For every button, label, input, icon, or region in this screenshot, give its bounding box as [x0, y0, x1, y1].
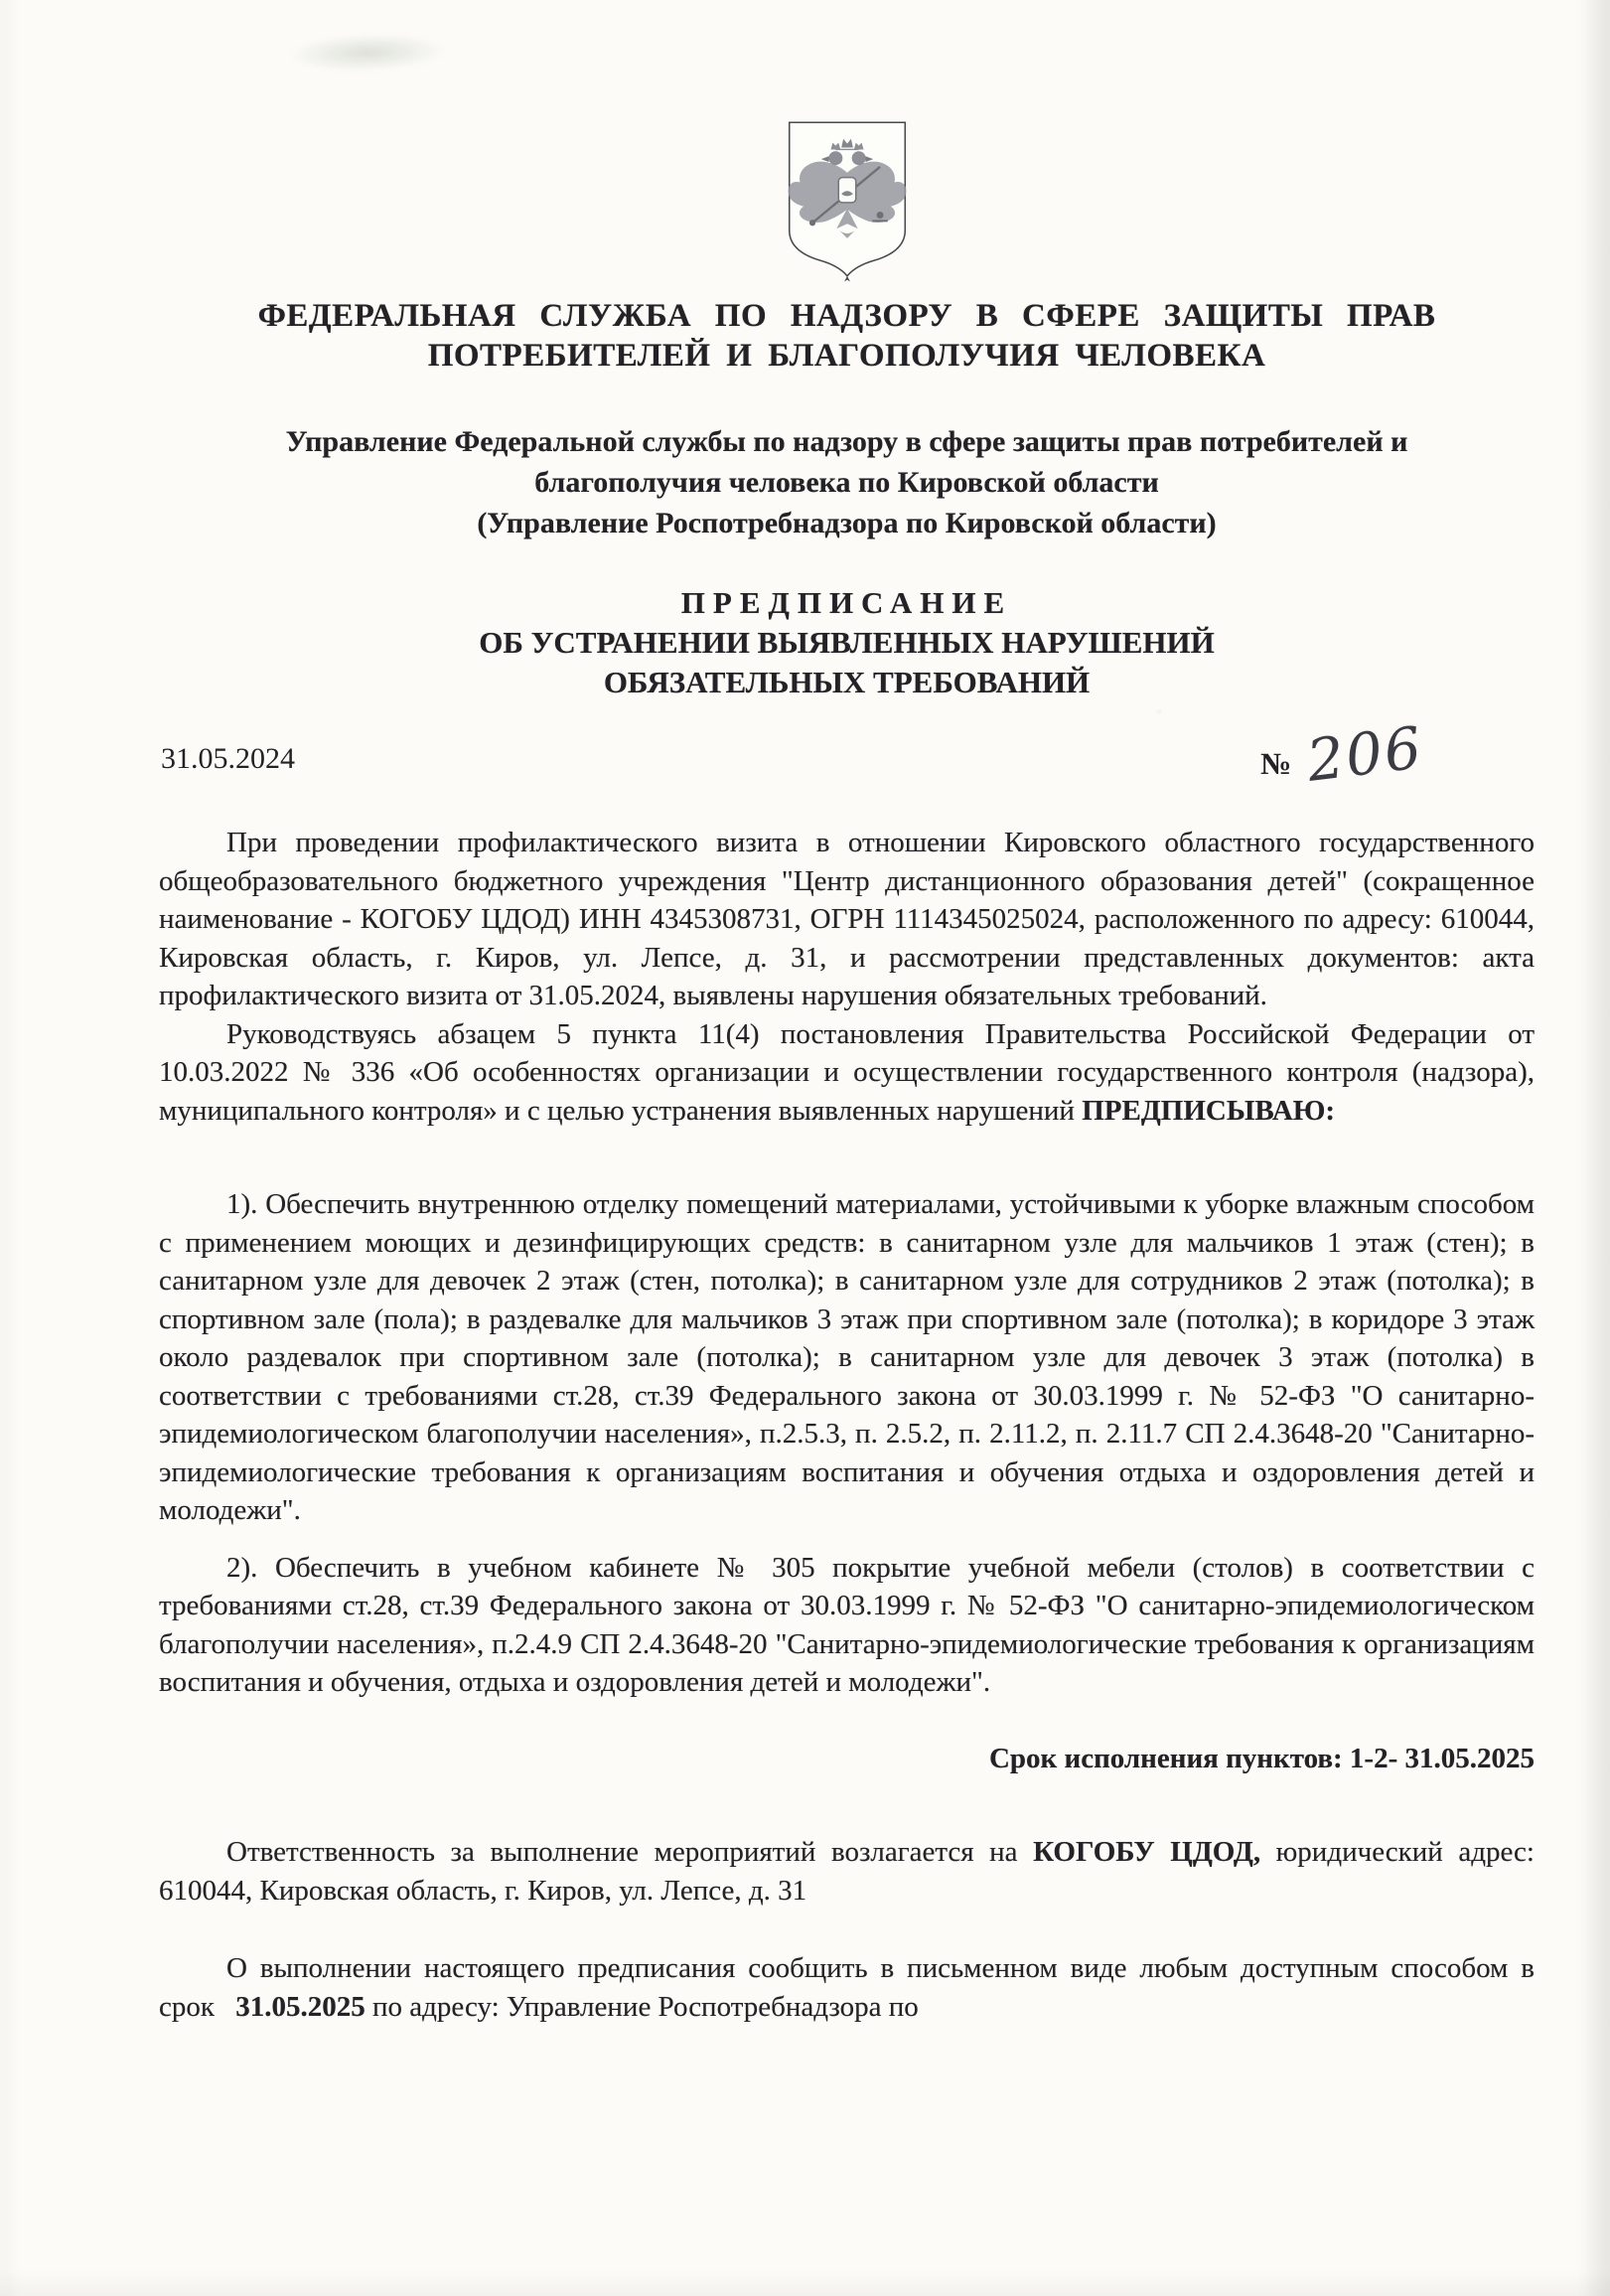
paragraph-responsibility [159, 1833, 1535, 1910]
paragraph-basis-text: Руководствуясь абзацем 5 пункта 11(4) постановления Правительства Российской Федерации от 10.03.2022 № 336 «Об особенностях организации и осуществлении государственного контроля (надзора), муниципального контроля» и с целью устранения выявленных нарушений [159, 1017, 1535, 1127]
department-line2: благополучия человека по Кировской области [534, 466, 1159, 499]
org-name-line2: ПОТРЕБИТЕЛЕЙ И БЛАГОПОЛУЧИЯ ЧЕЛОВЕКА [427, 338, 1266, 374]
document-number [1260, 713, 1427, 795]
report-text: О выполнении настоящего предписания сообщить в письменном виде любым доступным способом в срок [159, 1952, 1535, 2023]
deadline-line: Срок исполнения пунктов: 1-2- 31.05.2025 [988, 1742, 1535, 1774]
department-line3: (Управление Роспотребнадзора по Кировской области) [477, 507, 1217, 539]
report-deadline-bold: 31.05.2025 [235, 1990, 366, 2023]
prescription-item-1: 1). Обеспечить внутреннюю отделку помещений материалами, устойчивыми к уборке влажным способом с применением моющих и дезинфицирующих средств: в санитарном узле для мальчиков 1 этаж (стен); в санитарном узле для девочек 2 этаж (стен, потолка); в санитарном узле для сотрудников 2 этаж (потолка); в спортивном зале (пола); в раздевалке для мальчиков 3 этаж при спортивном зале (потолка); в коридоре 3 этаж около раздевалок при спортивном зале (потолка); в санитарном узле для девочек 3 этаж (потолка) в соответствии с требованиями ст.28, ст.39 Федерального закона от 30.03.1999 г. № 52-ФЗ "О санитарно-эпидемиологическом благополучии населения», п.2.5.3, п. 2.5.2, п. 2.11.2, п. 2.11.7 СП 2.4.3648-20 "Санитарно-эпидемиологические требования к организациям воспитания и обучения отдыха и оздоровления детей и молодежи". [159, 1188, 1535, 1526]
paragraph-report [159, 1949, 1535, 2026]
date-number-row [159, 713, 1535, 795]
document-date: 31.05.2024 [161, 742, 295, 775]
document-title-line1: ПРЕДПИСАНИЕ [680, 585, 1013, 620]
document-content [159, 0, 1535, 2026]
report-address: по адресу: Управление Роспотребнадзора по [365, 1990, 919, 2023]
document-title [159, 583, 1535, 702]
department-name [159, 421, 1535, 543]
responsibility-org-bold: КОГОБУ ЦДОД, [1033, 1836, 1261, 1868]
number-sign: № [1260, 746, 1292, 781]
scan-edge-shadow-bottom [0, 2270, 1610, 2296]
responsibility-address: юридический адрес: 610044, Кировская область, г. Киров, ул. Лепсе, д. 31 [159, 1836, 1535, 1907]
document-title-line2: ОБ УСТРАНЕНИИ ВЫЯВЛЕННЫХ НАРУШЕНИЙ [479, 625, 1215, 660]
prescription-item-2: 2). Обеспечить в учебном кабинете № 305 покрытие учебной мебели (столов) в соответствии с требованиями ст.28, ст.39 Федерального закона от 30.03.1999 г. № 52-ФЗ "О санитарно-эпидемиологическом благополучии населения», п.2.4.9 СП 2.4.3648-20 "Санитарно-эпидемиологические требования к организациям воспитания и обучения, отдыха и оздоровления детей и молодежи". [159, 1551, 1535, 1698]
org-name-line1: ФЕДЕРАЛЬНАЯ СЛУЖБА ПО НАДЗОРУ В СФЕРЕ ЗАЩИТЫ ПРАВ [257, 298, 1436, 334]
responsibility-text: Ответственность за выполнение мероприятий возлагается на [226, 1836, 1034, 1868]
paragraph-basis [159, 1015, 1535, 1131]
scan-edge-shadow-right [1576, 0, 1610, 2296]
document-title-line3: ОБЯЗАТЕЛЬНЫХ ТРЕБОВАНИЙ [603, 665, 1091, 699]
paragraph-intro: При проведении профилактического визита в отношении Кировского областного государственного общеобразовательного бюджетного учреждения "Центр дистанционного образования детей" (сокращенное наименование - КОГОБУ ЦДОД) ИНН 4345308731, ОГРН 1114345025024, расположенного по адресу: 610044, Кировская область, г. Киров, ул. Лепсе, д. 31, и рассмотрении представленных документов: акта профилактического визита от 31.05.2024, выявлены нарушения обязательных требований. [159, 827, 1535, 1011]
russia-coat-of-arms-icon [780, 115, 915, 282]
paragraph-basis-bold: ПРЕДПИСЫВАЮ: [1082, 1094, 1336, 1127]
department-line1: Управление Федеральной службы по надзору в сфере защиты прав потребителей и [285, 425, 1408, 458]
document-number-handwritten: 206 [1303, 713, 1427, 795]
